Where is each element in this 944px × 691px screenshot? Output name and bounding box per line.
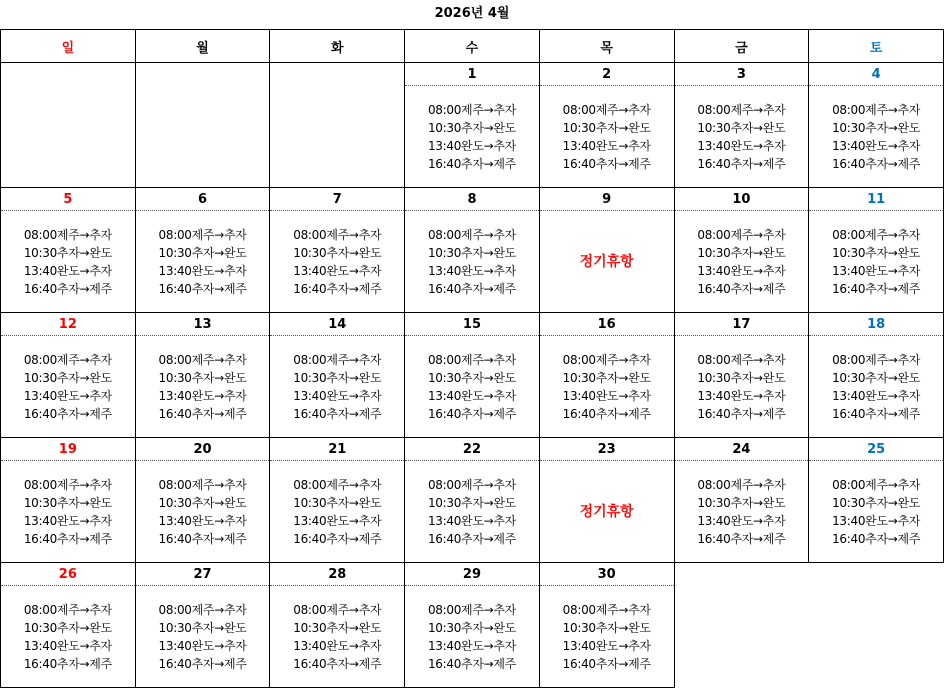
- day-schedule: [405, 461, 540, 563]
- date-number: 8: [405, 188, 540, 211]
- empty-date-cell: [809, 563, 944, 586]
- ferry-trip: 13:40완도→추자: [427, 138, 516, 153]
- empty-schedule-cell: [135, 86, 270, 188]
- ferry-trip: 10:30추자→완도: [23, 370, 112, 385]
- day-schedule: [1, 461, 136, 563]
- ferry-trip: 10:30추자→완도: [293, 370, 382, 385]
- ferry-trip: 16:40추자→제주: [23, 406, 112, 421]
- day-schedule: [809, 461, 944, 563]
- ferry-trip: 08:00제주→추자: [562, 602, 651, 617]
- ferry-trip: 10:30추자→완도: [832, 245, 921, 260]
- ferry-trip: 16:40추자→제주: [832, 156, 921, 171]
- week-4-date-row: [1, 438, 944, 461]
- holiday-label: 정기휴항: [579, 253, 634, 270]
- weekday-thursday: 목: [539, 30, 674, 63]
- day-schedule: [135, 211, 270, 313]
- ferry-trip: 10:30추자→완도: [697, 245, 786, 260]
- date-number: 23: [539, 438, 674, 461]
- empty-date-cell: [674, 563, 809, 586]
- ferry-trip: 08:00제주→추자: [562, 102, 651, 117]
- ferry-trip: 10:30추자→완도: [697, 495, 786, 510]
- ferry-trip: 10:30추자→완도: [562, 370, 651, 385]
- date-number: 14: [270, 313, 405, 336]
- week-4-schedule-row: [1, 461, 944, 563]
- date-number: 28: [270, 563, 405, 586]
- ferry-trip: 16:40추자→제주: [158, 656, 247, 671]
- ferry-trip: 08:00제주→추자: [23, 227, 112, 242]
- ferry-trip: 13:40완도→추자: [293, 638, 382, 653]
- ferry-trip: 13:40완도→추자: [832, 138, 921, 153]
- ferry-trip: 10:30추자→완도: [158, 620, 247, 635]
- calendar-body: [1, 30, 944, 688]
- day-schedule: [405, 211, 540, 313]
- ferry-trip: 08:00제주→추자: [293, 477, 382, 492]
- date-number: 29: [405, 563, 540, 586]
- ferry-trip: 16:40추자→제주: [427, 156, 516, 171]
- date-number: 19: [1, 438, 136, 461]
- empty-date-cell: [270, 63, 405, 86]
- day-schedule: [674, 336, 809, 438]
- ferry-trip: 16:40추자→제주: [832, 281, 921, 296]
- day-schedule: [674, 86, 809, 188]
- ferry-trip: 08:00제주→추자: [832, 102, 921, 117]
- ferry-trip: 13:40완도→추자: [427, 263, 516, 278]
- ferry-trip: 16:40추자→제주: [427, 406, 516, 421]
- date-number: 3: [674, 63, 809, 86]
- empty-schedule-cell: [674, 586, 809, 688]
- ferry-trip: 16:40추자→제주: [832, 406, 921, 421]
- ferry-trip: 16:40추자→제주: [562, 656, 651, 671]
- ferry-trip: 08:00제주→추자: [427, 227, 516, 242]
- ferry-trip: 13:40완도→추자: [158, 263, 247, 278]
- ferry-trip: 13:40완도→추자: [427, 638, 516, 653]
- ferry-trip: 16:40추자→제주: [427, 531, 516, 546]
- date-number: 7: [270, 188, 405, 211]
- ferry-trip: 10:30추자→완도: [697, 120, 786, 135]
- ferry-trip: 13:40완도→추자: [697, 138, 786, 153]
- ferry-trip: 10:30추자→완도: [293, 620, 382, 635]
- ferry-trip: 16:40추자→제주: [158, 531, 247, 546]
- ferry-trip: 16:40추자→제주: [293, 406, 382, 421]
- ferry-trip: 08:00제주→추자: [23, 352, 112, 367]
- ferry-trip: 16:40추자→제주: [832, 531, 921, 546]
- date-number: 5: [1, 188, 136, 211]
- week-2-date-row: [1, 188, 944, 211]
- ferry-trip: 13:40완도→추자: [697, 513, 786, 528]
- ferry-trip: 08:00제주→추자: [697, 102, 786, 117]
- ferry-trip: 13:40완도→추자: [562, 138, 651, 153]
- date-number: 27: [135, 563, 270, 586]
- day-schedule: [539, 86, 674, 188]
- weekday-wednesday: 수: [405, 30, 540, 63]
- ferry-trip: 10:30추자→완도: [158, 495, 247, 510]
- day-schedule: [809, 86, 944, 188]
- ferry-trip: 13:40완도→추자: [23, 513, 112, 528]
- date-number: 11: [809, 188, 944, 211]
- ferry-trip: 08:00제주→추자: [832, 352, 921, 367]
- ferry-trip: 08:00제주→추자: [158, 477, 247, 492]
- week-1-date-row: [1, 63, 944, 86]
- empty-date-cell: [1, 63, 136, 86]
- calendar-title: 2026년 4월: [434, 6, 510, 21]
- ferry-trip: 10:30추자→완도: [158, 245, 247, 260]
- date-number: 25: [809, 438, 944, 461]
- empty-schedule-cell: [270, 86, 405, 188]
- ferry-trip: 08:00제주→추자: [293, 352, 382, 367]
- weekday-sunday: 일: [1, 30, 136, 63]
- ferry-trip: 16:40추자→제주: [293, 281, 382, 296]
- week-3-schedule-row: [1, 336, 944, 438]
- day-schedule: [1, 336, 136, 438]
- ferry-trip: 13:40완도→추자: [832, 263, 921, 278]
- ferry-trip: 10:30추자→완도: [832, 120, 921, 135]
- ferry-trip: 16:40추자→제주: [697, 406, 786, 421]
- week-1-schedule-row: [1, 86, 944, 188]
- day-schedule: [405, 86, 540, 188]
- day-schedule: [1, 586, 136, 688]
- ferry-trip: 08:00제주→추자: [158, 352, 247, 367]
- week-2-schedule-row: [1, 211, 944, 313]
- ferry-trip: 10:30추자→완도: [293, 245, 382, 260]
- ferry-trip: 10:30추자→완도: [697, 370, 786, 385]
- day-schedule: [135, 461, 270, 563]
- ferry-trip: 13:40완도→추자: [427, 388, 516, 403]
- day-schedule: [135, 336, 270, 438]
- ferry-trip: 16:40추자→제주: [697, 156, 786, 171]
- date-number: 1: [405, 63, 540, 86]
- day-schedule: [405, 336, 540, 438]
- weekday-saturday: 토: [809, 30, 944, 63]
- ferry-trip: 16:40추자→제주: [23, 656, 112, 671]
- ferry-trip: 16:40추자→제주: [562, 156, 651, 171]
- day-schedule: [1, 211, 136, 313]
- ferry-trip: 08:00제주→추자: [562, 352, 651, 367]
- ferry-trip: 08:00제주→추자: [697, 477, 786, 492]
- week-5-schedule-row: [1, 586, 944, 688]
- date-number: 26: [1, 563, 136, 586]
- day-schedule: [809, 336, 944, 438]
- ferry-trip: 13:40완도→추자: [293, 263, 382, 278]
- ferry-trip: 08:00제주→추자: [158, 227, 247, 242]
- date-number: 12: [1, 313, 136, 336]
- ferry-trip: 10:30추자→완도: [427, 120, 516, 135]
- ferry-trip: 16:40추자→제주: [23, 531, 112, 546]
- ferry-trip: 16:40추자→제주: [427, 281, 516, 296]
- week-5-date-row: [1, 563, 944, 586]
- ferry-trip: 13:40완도→추자: [293, 388, 382, 403]
- ferry-trip: 08:00제주→추자: [23, 477, 112, 492]
- ferry-trip: 08:00제주→추자: [293, 227, 382, 242]
- ferry-trip: 08:00제주→추자: [158, 602, 247, 617]
- ferry-trip: 16:40추자→제주: [697, 531, 786, 546]
- date-number: 21: [270, 438, 405, 461]
- ferry-trip: 10:30추자→완도: [293, 495, 382, 510]
- weekday-friday: 금: [674, 30, 809, 63]
- ferry-trip: 16:40추자→제주: [562, 406, 651, 421]
- day-schedule: [405, 586, 540, 688]
- ferry-trip: 10:30추자→완도: [832, 370, 921, 385]
- ferry-trip: 10:30추자→완도: [427, 495, 516, 510]
- date-number: 20: [135, 438, 270, 461]
- ferry-trip: 16:40추자→제주: [697, 281, 786, 296]
- ferry-trip: 10:30추자→완도: [427, 620, 516, 635]
- empty-schedule-cell: [809, 586, 944, 688]
- calendar-table: [0, 29, 944, 688]
- ferry-trip: 10:30추자→완도: [562, 120, 651, 135]
- ferry-trip: 10:30추자→완도: [562, 620, 651, 635]
- ferry-trip: 13:40완도→추자: [23, 263, 112, 278]
- day-schedule: [539, 336, 674, 438]
- ferry-trip: 13:40완도→추자: [697, 388, 786, 403]
- ferry-trip: 10:30추자→완도: [158, 370, 247, 385]
- holiday-label: 정기휴항: [579, 503, 634, 520]
- ferry-trip: 16:40추자→제주: [158, 406, 247, 421]
- date-number: 4: [809, 63, 944, 86]
- date-number: 9: [539, 188, 674, 211]
- ferry-trip: 13:40완도→추자: [293, 513, 382, 528]
- ferry-trip: 13:40완도→추자: [23, 388, 112, 403]
- day-schedule: [270, 586, 405, 688]
- date-number: 18: [809, 313, 944, 336]
- date-number: 15: [405, 313, 540, 336]
- ferry-trip: 08:00제주→추자: [832, 227, 921, 242]
- ferry-trip: 16:40추자→제주: [427, 656, 516, 671]
- date-number: 10: [674, 188, 809, 211]
- day-schedule: [270, 211, 405, 313]
- date-number: 16: [539, 313, 674, 336]
- ferry-trip: 08:00제주→추자: [23, 602, 112, 617]
- day-schedule: [539, 586, 674, 688]
- ferry-trip: 10:30추자→완도: [23, 245, 112, 260]
- weekday-header-row: [1, 30, 944, 63]
- ferry-trip: 10:30추자→완도: [23, 620, 112, 635]
- day-schedule: [135, 586, 270, 688]
- ferry-trip: 13:40완도→추자: [562, 388, 651, 403]
- empty-date-cell: [135, 63, 270, 86]
- ferry-trip: 08:00제주→추자: [427, 102, 516, 117]
- date-number: 22: [405, 438, 540, 461]
- day-schedule: [270, 461, 405, 563]
- ferry-trip: 16:40추자→제주: [23, 281, 112, 296]
- date-number: 24: [674, 438, 809, 461]
- ferry-trip: 13:40완도→추자: [832, 388, 921, 403]
- day-schedule: [674, 211, 809, 313]
- ferry-trip: 16:40추자→제주: [293, 656, 382, 671]
- date-number: 13: [135, 313, 270, 336]
- ferry-trip: 08:00제주→추자: [832, 477, 921, 492]
- ferry-trip: 16:40추자→제주: [293, 531, 382, 546]
- day-schedule: [674, 461, 809, 563]
- ferry-trip: 13:40완도→추자: [697, 263, 786, 278]
- weekday-tuesday: 화: [270, 30, 405, 63]
- ferry-trip: 13:40완도→추자: [427, 513, 516, 528]
- ferry-trip: 10:30추자→완도: [832, 495, 921, 510]
- empty-schedule-cell: [1, 86, 136, 188]
- ferry-trip: 10:30추자→완도: [427, 370, 516, 385]
- ferry-trip: 08:00제주→추자: [427, 352, 516, 367]
- ferry-trip: 08:00제주→추자: [293, 602, 382, 617]
- holiday-cell: [539, 461, 674, 563]
- date-number: 17: [674, 313, 809, 336]
- ferry-trip: 13:40완도→추자: [832, 513, 921, 528]
- ferry-trip: 13:40완도→추자: [158, 388, 247, 403]
- ferry-trip: 08:00제주→추자: [427, 602, 516, 617]
- ferry-trip: 13:40완도→추자: [562, 638, 651, 653]
- date-number: 2: [539, 63, 674, 86]
- ferry-trip: 13:40완도→추자: [158, 513, 247, 528]
- ferry-trip: 13:40완도→추자: [23, 638, 112, 653]
- day-schedule: [270, 336, 405, 438]
- day-schedule: [809, 211, 944, 313]
- week-3-date-row: [1, 313, 944, 336]
- weekday-monday: 월: [135, 30, 270, 63]
- ferry-trip: 13:40완도→추자: [158, 638, 247, 653]
- date-number: 30: [539, 563, 674, 586]
- date-number: 6: [135, 188, 270, 211]
- ferry-trip: 08:00제주→추자: [697, 227, 786, 242]
- ferry-trip: 08:00제주→추자: [697, 352, 786, 367]
- ferry-trip: 10:30추자→완도: [23, 495, 112, 510]
- holiday-cell: [539, 211, 674, 313]
- ferry-trip: 10:30추자→완도: [427, 245, 516, 260]
- ferry-trip: 08:00제주→추자: [427, 477, 516, 492]
- ferry-trip: 16:40추자→제주: [158, 281, 247, 296]
